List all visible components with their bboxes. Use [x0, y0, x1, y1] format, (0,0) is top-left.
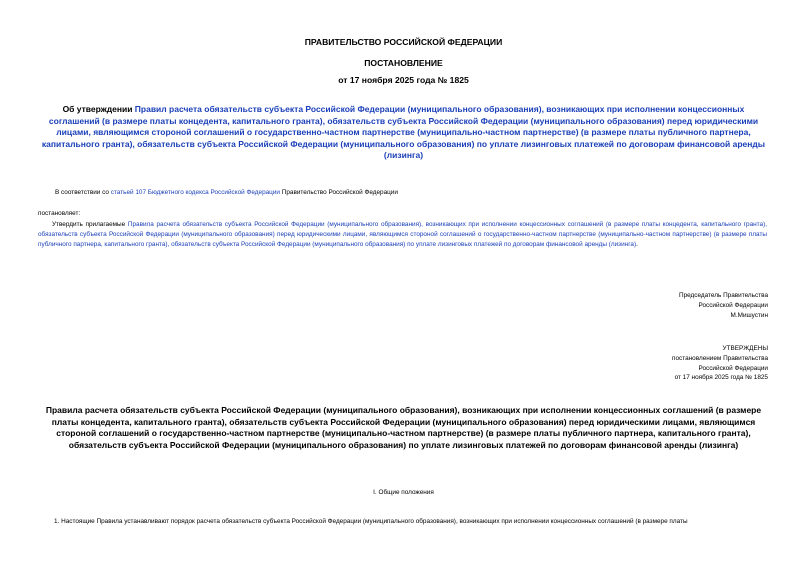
- approve-rules-link[interactable]: Правила расчета обязательств субъекта Российской Федерации (муниципального образования), возникающих при исполнении концессионных соглашений (в размере платы концедента, капитального гранта), обязательств субъекта Российской Федерации (муниципального образования) перед юридическими лицами, являющимся стороной соглашений о государственно-частном партнерстве (муниципально-частном партнерстве) (в размере платы публичного партнера, капитального гранта), обязательств субъекта Российской Федерации (муниципального образования) по уплате лизинговых платежей по договорам финансовой аренды (лизинга): [38, 221, 767, 248]
- paragraph-1: 1. Настоящие Правила устанавливают порядок расчета обязательств субъекта Российской Федерации (муниципального образования), возникающих при исполнении концессионных соглашений (в размере платы: [54, 518, 688, 525]
- signature-block: [679, 291, 768, 320]
- title-prefix: Об утверждении: [62, 104, 135, 114]
- section-heading: I. Общие положения: [373, 489, 434, 496]
- approved-date-number: от 17 ноября 2025 года № 1825: [674, 374, 768, 382]
- approved-by: постановлением Правительства: [672, 354, 768, 362]
- approve-paragraph: [38, 220, 767, 249]
- government-name: ПРАВИТЕЛЬСТВО РОССИЙСКОЙ ФЕДЕРАЦИИ: [304, 37, 503, 47]
- rules-title: Правила расчета обязательств субъекта Российской Федерации (муниципального образования), возникающих при исполнении концессионных соглашений (в размере платы концедента, капитального гранта), обязательств субъекта Российской Федерации (муниципального образования) перед юридическими лицами, являющимся стороной соглашений о государственно-частном партнерстве (муниципально-частном партнерстве) (в размере платы публичного партнера, капитального гранта), обязательств субъекта Российской Федерации (муниципального образования) по уплате лизинговых платежей по договорам финансовой аренды (лизинга): [45, 405, 762, 450]
- document-title: [40, 104, 767, 162]
- document-date-number: от 17 ноября 2025 года № 1825: [338, 75, 469, 85]
- basis-suffix: Правительство Российской Федерации: [279, 189, 398, 196]
- resolves-word: постановляет:: [38, 210, 81, 217]
- title-rules-link[interactable]: Правил расчета обязательств субъекта Российской Федерации (муниципального образования), возникающих при исполнении концессионных соглашений (в размере платы концедента, капитального гранта), обязательств субъекта Российской Федерации (муниципального образования) перед юридическими лицами, являющимся стороной соглашений о государственно-частном партнерстве (муниципально-частном партнерстве) (в размере платы публичного партнера, капитального гранта), обязательств субъекта Российской Федерации (муниципального образования) по уплате лизинговых платежей по договорам финансовой аренды (лизинга): [41, 104, 766, 161]
- approved-stamp-block: [672, 344, 768, 383]
- signature-country: Российской Федерации: [698, 301, 768, 309]
- signature-name: М.Мишустин: [730, 311, 768, 319]
- approved-country: Российской Федерации: [698, 364, 768, 372]
- signature-position: Председатель Правительства: [679, 292, 768, 299]
- basis-prefix: В соответствии со: [55, 189, 111, 196]
- document-kind: ПОСТАНОВЛЕНИЕ: [364, 58, 443, 68]
- approve-suffix: .: [636, 240, 638, 248]
- approve-prefix: Утвердить прилагаемые: [52, 221, 128, 228]
- legal-basis: [55, 188, 398, 198]
- approved-label: УТВЕРЖДЕНЫ: [722, 345, 768, 352]
- budget-code-article-link[interactable]: статьей 107 Бюджетного кодекса Российской Федерации: [110, 189, 280, 196]
